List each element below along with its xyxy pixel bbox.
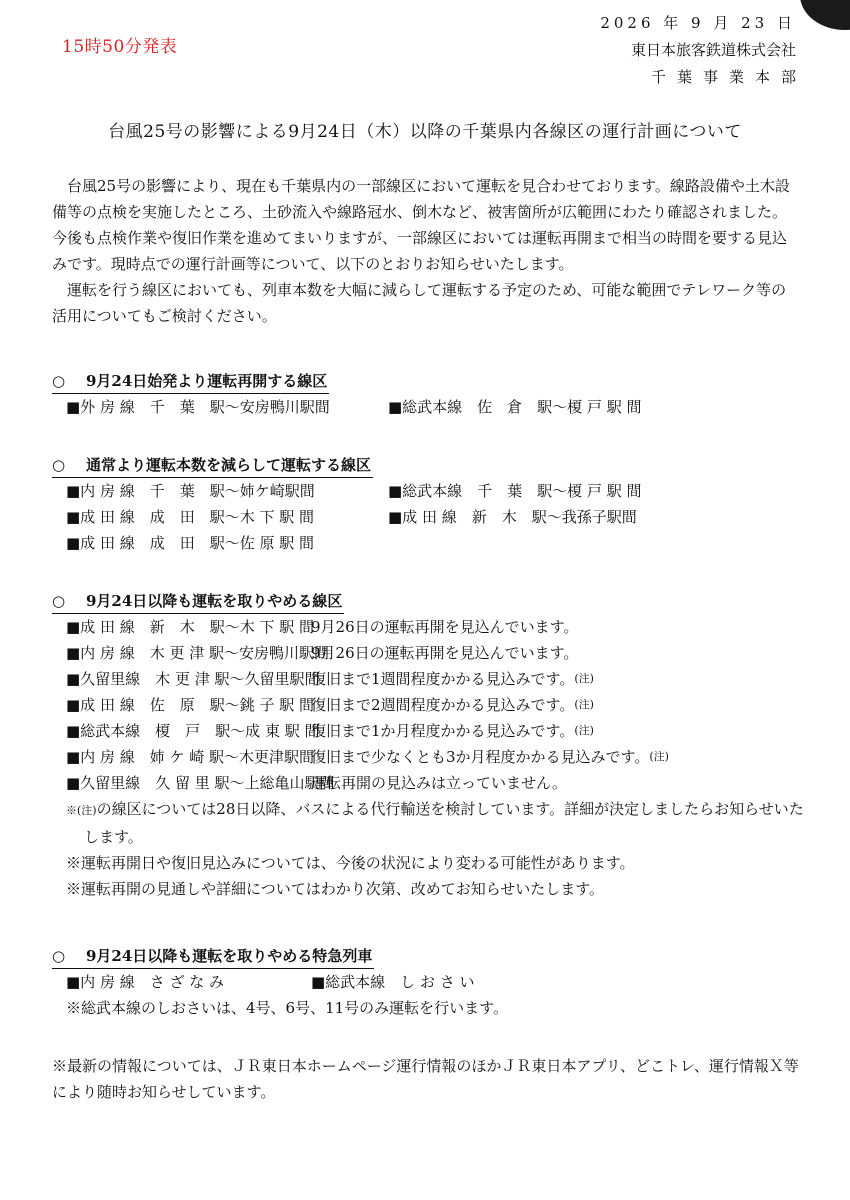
- line-item: ■外 房 線 千 葉 駅～安房鴨川駅間: [66, 398, 330, 416]
- line-status: 復旧まで1週間程度かかる見込みです。: [311, 670, 575, 688]
- line-item: ■成 田 線 成 田 駅～木 下 駅 間: [66, 508, 315, 526]
- line-list: [66, 478, 810, 556]
- section-heading-text: 通常より運転本数を減らして運転する線区: [86, 456, 372, 474]
- note-mark: (注): [574, 724, 594, 737]
- line-status: 復旧まで少なくとも3か月程度かかる見込みです。: [311, 748, 650, 766]
- section-heading: [52, 369, 329, 394]
- train-item: ■内 房 線 さ ざ な み: [66, 973, 225, 991]
- line-item: ■成 田 線 佐 原 駅～銚 子 駅 間: [66, 696, 315, 714]
- section-heading-text: 9月24日以降も運転を取りやめる特急列車: [86, 947, 373, 965]
- train-item: ■総武本線 し お さ い: [311, 973, 475, 991]
- release-time: 15時50分発表: [62, 37, 178, 57]
- line-list: [66, 614, 810, 796]
- line-status: 9月26日の運転再開を見込んでいます。: [311, 618, 579, 636]
- line-list: [66, 394, 810, 420]
- note-bus-substitute: [66, 796, 810, 850]
- line-row: [66, 666, 810, 692]
- section-suspended: [52, 589, 810, 902]
- document-title: 台風25号の影響による9月24日（木）以降の千葉県内各線区の運行計画について: [108, 122, 742, 142]
- line-row: [66, 394, 810, 420]
- department-name: 千葉事業本部: [650, 68, 807, 86]
- line-row: [66, 478, 810, 504]
- line-status: 運転再開の見込みは立っていません。: [311, 774, 567, 792]
- train-list: [66, 969, 810, 995]
- circle-marker: ○: [52, 592, 66, 610]
- intro-paragraph: 運転を行う線区においても、列車本数を大幅に減らして運転する予定のため、可能な範囲でテレワーク等の活用についてもご検討ください。: [52, 281, 787, 325]
- note-mark: ※(注): [66, 804, 97, 817]
- line-status: 復旧まで2週間程度かかる見込みです。: [311, 696, 575, 714]
- line-item: ■内 房 線 千 葉 駅～姉ケ崎駅間: [66, 482, 315, 500]
- line-row: [66, 718, 810, 744]
- line-item: ■成 田 線 新 木 駅～木 下 駅 間: [66, 618, 315, 636]
- line-row: [66, 614, 810, 640]
- line-item: ■久留里線 久 留 里 駅～上総亀山駅間: [66, 774, 335, 792]
- section-heading-text: 9月24日以降も運転を取りやめる線区: [86, 592, 343, 610]
- note-mark: (注): [574, 672, 594, 685]
- note-shiosai: ※総武本線のしおさいは、4号、6号、11号のみ運転を行います。: [66, 999, 508, 1017]
- note-mark: (注): [574, 698, 594, 711]
- intro-text: [52, 173, 800, 329]
- line-row: [66, 692, 810, 718]
- section-resume: [52, 369, 810, 420]
- footer-note: ※最新の情報については、ＪＲ東日本ホームページ運行情報のほかＪＲ東日本アプリ、どこトレ、運行情報Ｘ等により随時お知らせしています。: [52, 1057, 799, 1101]
- note-may-change: ※運転再開日や復旧見込みについては、今後の状況により変わる可能性があります。: [66, 854, 635, 872]
- line-row: [66, 504, 810, 530]
- section-heading-text: 9月24日始発より運転再開する線区: [86, 372, 328, 390]
- issue-date: 2026 年 9 月 23 日: [600, 14, 796, 32]
- intro-paragraph: 台風25号の影響により、現在も千葉県内の一部線区において運転を見合わせております。線路設備や土木設備等の点検を実施したところ、土砂流入や線路冠水、倒木など、被害箇所が広範囲にわたり確認されました。今後も点検作業や復旧作業を進めてまいりますが、一部線区においては運転再開まで相当の時間を要する見込みです。現時点での運行計画等について、以下のとおりお知らせいたします。: [52, 177, 790, 273]
- line-status: 9月26日の運転再開を見込んでいます。: [311, 644, 579, 662]
- line-item: ■総武本線 榎 戸 駅～成 東 駅 間: [66, 722, 320, 740]
- line-row: [66, 744, 810, 770]
- note-will-announce: ※運転再開の見通しや詳細についてはわかり次第、改めてお知らせいたします。: [66, 880, 605, 898]
- corner-shadow: [800, 0, 850, 30]
- section-express: [52, 944, 810, 1021]
- issuer-block: [600, 10, 807, 91]
- line-row: [66, 640, 810, 666]
- section-heading: [52, 944, 374, 969]
- train-row: [66, 969, 810, 995]
- line-row: [66, 770, 810, 796]
- company-name: 東日本旅客鉄道株式会社: [630, 41, 796, 59]
- circle-marker: ○: [52, 372, 66, 390]
- circle-marker: ○: [52, 456, 66, 474]
- line-item: ■内 房 線 姉 ケ 崎 駅～木更津駅間: [66, 748, 315, 766]
- line-item: ■総武本線 千 葉 駅～榎 戸 駅 間: [388, 482, 642, 500]
- line-item: ■総武本線 佐 倉 駅～榎 戸 駅 間: [388, 398, 642, 416]
- section-reduced: [52, 453, 810, 556]
- section-heading: [52, 453, 373, 478]
- note-mark: (注): [649, 750, 669, 763]
- note-text: の線区については28日以降、バスによる代行輸送を検討しています。詳細が決定しましたらお知らせいたします。: [84, 800, 804, 846]
- line-row: [66, 530, 810, 556]
- line-item: ■内 房 線 木 更 津 駅～安房鴨川駅間: [66, 644, 330, 662]
- section-heading: [52, 589, 344, 614]
- line-item: ■久留里線 木 更 津 駅～久留里駅間: [66, 670, 320, 688]
- line-item: ■成 田 線 成 田 駅～佐 原 駅 間: [66, 534, 315, 552]
- line-item: ■成 田 線 新 木 駅～我孫子駅間: [388, 508, 637, 526]
- circle-marker: ○: [52, 947, 66, 965]
- line-status: 復旧まで1か月程度かかる見込みです。: [311, 722, 575, 740]
